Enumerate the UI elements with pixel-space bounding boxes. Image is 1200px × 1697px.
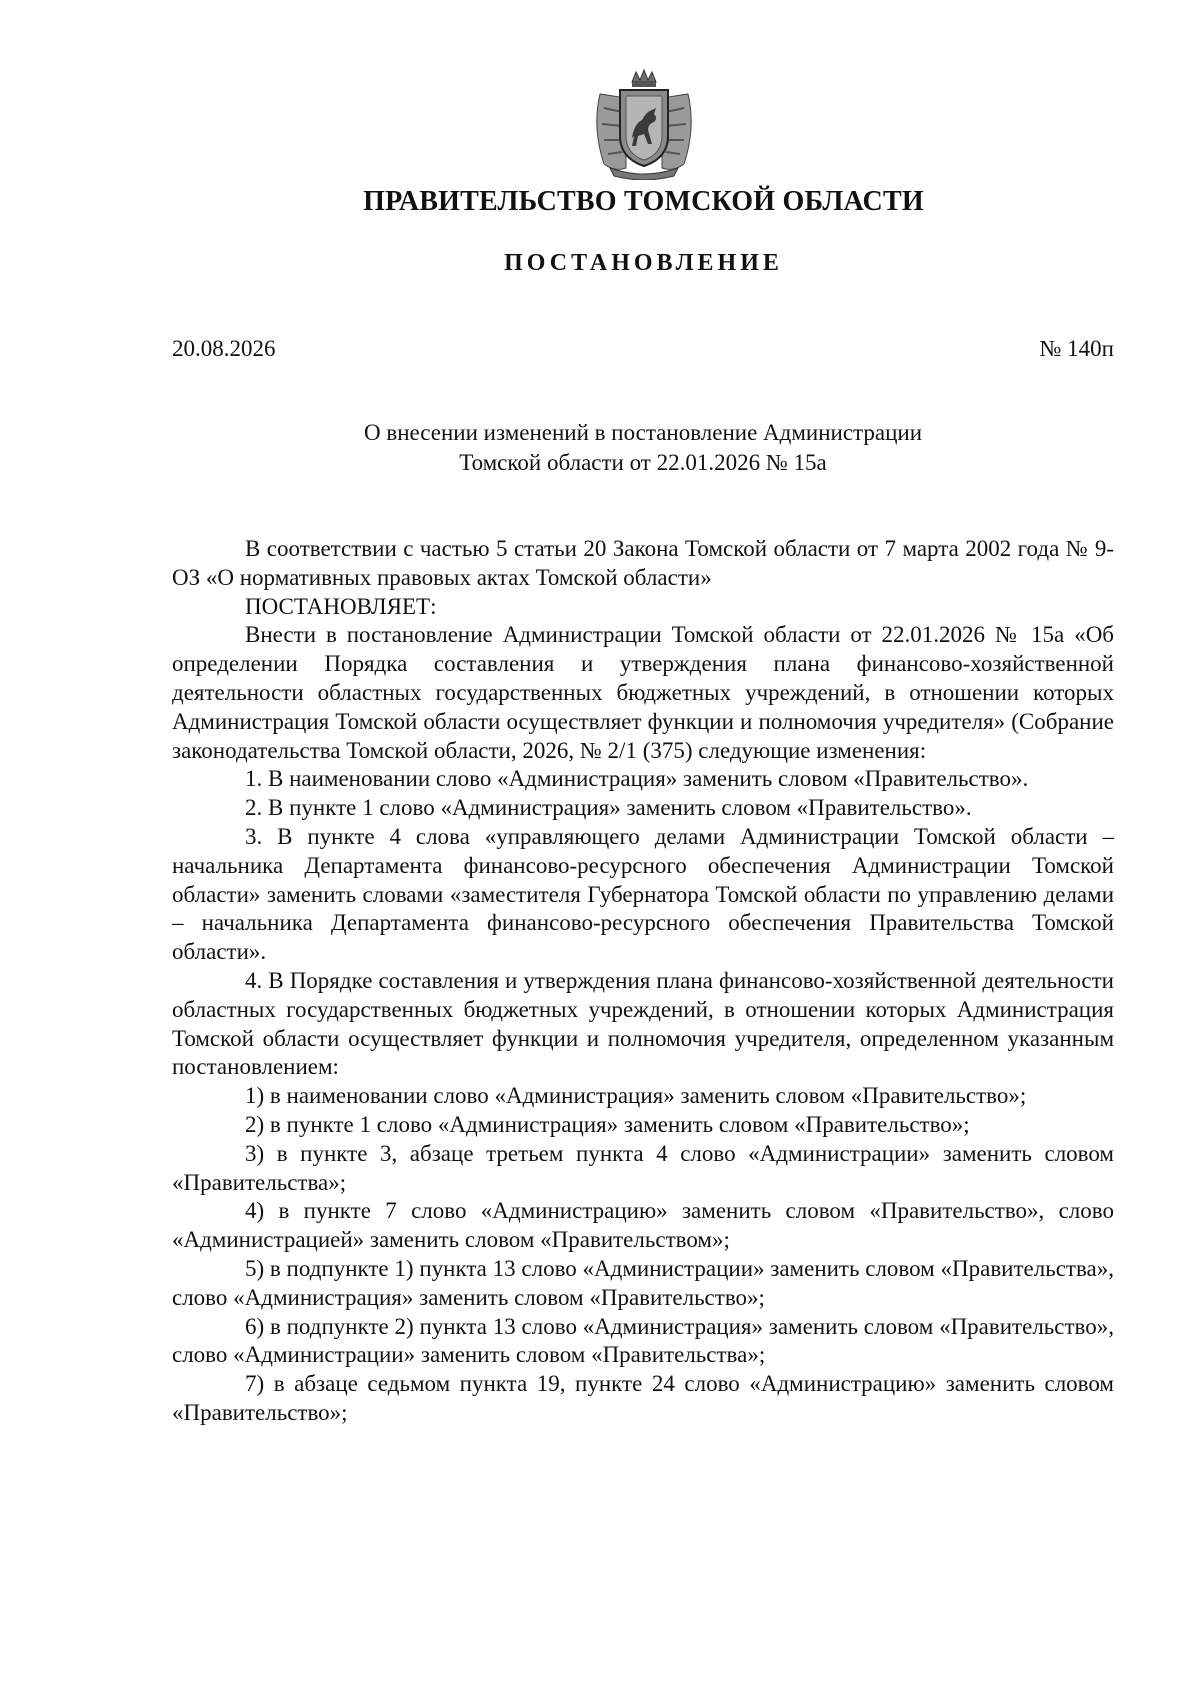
body-paragraph: 1. В наименовании слово «Администрация» заменить словом «Правительство».: [245, 766, 1029, 792]
body-paragraph: 2) в пункте 1 слово «Администрация» заменить словом «Правительство»;: [245, 1111, 970, 1137]
body-paragraph: 5) в подпункте 1) пункта 13 слово «Администрации» заменить словом «Правительства», слово «Администрация» заменить словом «Правительство»;: [172, 1255, 1114, 1310]
body-paragraph: 3) в пункте 3, абзаце третьем пункта 4 слово «Администрации» заменить словом «Правительства»;: [172, 1140, 1114, 1195]
body-paragraph: 1) в наименовании слово «Администрация» заменить словом «Правительство»;: [245, 1083, 1027, 1109]
body-paragraph: 4) в пункте 7 слово «Администрацию» заменить словом «Правительство», слово «Администрацией» заменить словом «Правительством»;: [172, 1198, 1114, 1253]
organization-title: ПРАВИТЕЛЬСТВО ТОМСКОЙ ОБЛАСТИ: [363, 186, 924, 217]
document-subject: [172, 418, 1114, 478]
body-paragraph: 4. В Порядке составления и утверждения плана финансово-хозяйственной деятельности областных государственных бюджетных учреждений, в отношении которых Администрация Томской области осуществляет функции и полномочия учредителя, определенном указанным постановлением:: [172, 967, 1114, 1080]
preamble-paragraph: В соответствии с частью 5 статьи 20 Закона Томской области от 7 марта 2002 года № 9-ОЗ «О нормативных правовых актах Томской области»: [172, 536, 1114, 590]
body-paragraph: 6) в подпункте 2) пункта 13 слово «Администрация» заменить словом «Правительство», слово «Администрации» заменить словом «Правительства»;: [172, 1313, 1114, 1368]
document-date: 20.08.2026: [172, 336, 276, 361]
document-body: [172, 535, 1114, 1428]
body-paragraph: 2. В пункте 1 слово «Администрация» заменить словом «Правительство».: [245, 795, 972, 821]
subject-line: О внесении изменений в постановление Администрации: [363, 420, 923, 445]
decree-word: ПОСТАНОВЛЯЕТ:: [245, 593, 437, 619]
coat-of-arms-icon: [586, 68, 702, 180]
body-paragraph: 7) в абзаце седьмом пункта 19, пункте 24 слово «Администрацию» заменить словом «Правительство»;: [172, 1371, 1114, 1425]
document-type: ПОСТАНОВЛЕНИЕ: [504, 250, 783, 276]
subject-line: Томской области от 22.01.2026 № 15а: [459, 450, 827, 475]
body-paragraph: 3. В пункте 4 слова «управляющего делами Администрации Томской области – начальника Департамента финансово-ресурсного обеспечения Администрации Томской области» заменить словами «заместителя Губернатора Томской области по управлению делами – начальника Департамента финансово-ресурсного обеспечения Правительства Томской области».: [172, 823, 1114, 965]
document-number: № 140п: [1039, 336, 1114, 361]
body-paragraph: Внести в постановление Администрации Томской области от 22.01.2026 № 15а «Об определении Порядка составления и утверждения плана финансово-хозяйственной деятельности областных государственных бюджетных учреждений, в отношении которых Администрация Томской области осуществляет функции и полномочия учредителя» (Собрание законодательства Томской области, 2026, № 2/1 (375) следующие изменения:: [172, 622, 1114, 763]
